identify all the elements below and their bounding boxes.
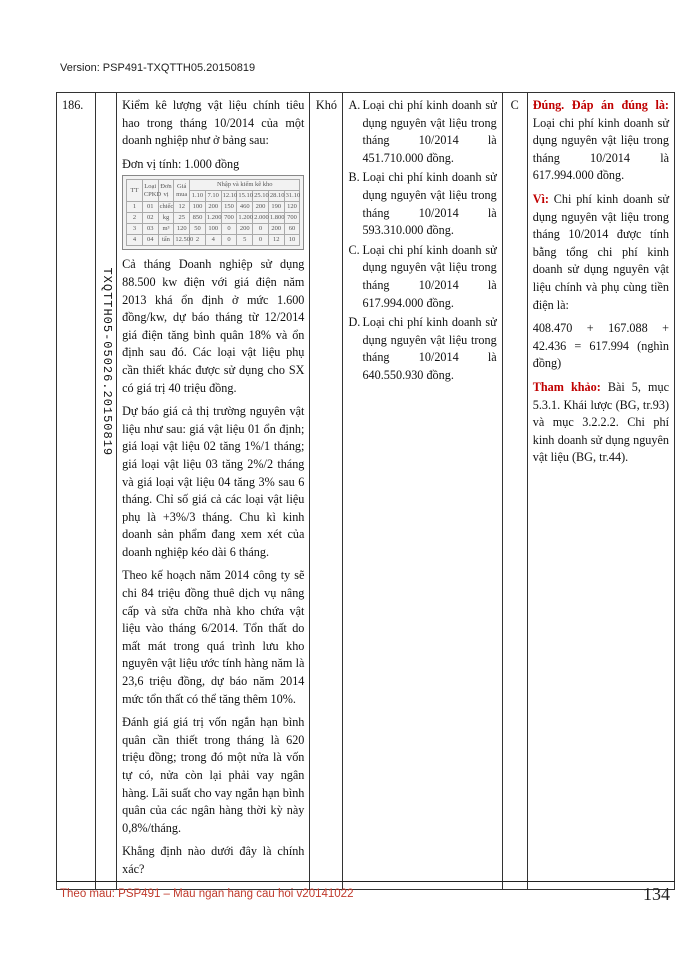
question-paragraph-2: Dự báo giá cả thị trường nguyên vật liệu như sau: giá vật liệu 01 ổn định; giá loại vật liệu 02 tăng 1%/1 tháng; giá loại vật liệu 03 tăng 2%/2 tháng và giá loại vật liệu 04 tăng 3% sau 6 tháng. Chỉ số giá cả các loại vật liệu phụ là +3%/3 tháng. Chu kì kinh doanh sản phẩm đang xem xét của doanh nghiệp kéo dài 6 tháng.: [122, 404, 305, 559]
cell: 12: [174, 202, 190, 213]
inventory-table: [126, 179, 300, 246]
reason: [533, 191, 669, 314]
cell: 100: [190, 202, 206, 213]
question-code-cell: [96, 93, 117, 890]
option-letter: A.: [348, 98, 361, 112]
question-paragraph-1: Cả tháng Doanh nghiệp sử dụng 88.500 kw điện với giá điện năm 2013 khá ổn định ở mức 1.600 đồng/kw, dự báo tháng từ 12/2014 giá điện tăng bình quân 18% và ổn định sau đó. Các loại vật liệu phụ cần thiết khác được sử dụng cho SX có giá trị 40 triệu đồng.: [122, 257, 305, 395]
question-number: 186.: [57, 93, 96, 890]
correct-answer: [533, 97, 669, 185]
cell: 04: [142, 235, 158, 246]
cell: 60: [284, 224, 300, 235]
th-gia: Giá mua: [174, 180, 190, 202]
cell: 10: [284, 235, 300, 246]
cell: 120: [174, 224, 190, 235]
footer-divider: [56, 881, 675, 882]
cell: 2: [127, 213, 143, 224]
table-row: [127, 235, 300, 246]
version-header: Version: PSP491-TXQTTH05.20150819: [60, 62, 256, 74]
cell: 0: [221, 235, 237, 246]
cell: 0: [253, 224, 269, 235]
question-stem: Kiểm kê lượng vật liệu chính tiêu hao trong tháng 10/2014 của một doanh nghiệp như ở bảng sau:: [122, 98, 305, 148]
cell: 120: [284, 202, 300, 213]
unit-label: Đơn vị tính: 1.000 đồng: [122, 156, 240, 171]
cell: 50: [190, 224, 206, 235]
th-date: 25.10: [253, 191, 269, 202]
cell: 100: [205, 224, 221, 235]
cell: 01: [142, 202, 158, 213]
th-date: 12.10: [221, 191, 237, 202]
th-dvt: Đơn vị: [158, 180, 174, 202]
cell: 2.000: [253, 213, 269, 224]
option-a: [348, 97, 496, 167]
th-date: 31.10: [284, 191, 300, 202]
cell: 12.500: [174, 235, 190, 246]
explanation-cell: [527, 93, 674, 890]
cell: 0: [221, 224, 237, 235]
option-c: [348, 242, 496, 312]
inventory-table-image: [122, 175, 304, 250]
question-table: [56, 92, 675, 890]
question-paragraph-3: Theo kế hoạch năm 2014 công ty sẽ chi 84 triệu đồng thuê dịch vụ nâng cấp và sửa chữa nhà kho chứa vật liệu vào tháng 6/2014. Tổn thất do mất mát trong quá trình lưu kho nguyên vật liệu ước tính hàng năm là 23,6 triệu đồng, dự báo năm 2014 mức tổn thất có thể tăng thêm 10%.: [122, 568, 305, 706]
correct-text: Loại chi phí kinh doanh sử dụng nguyên vật liệu trong tháng 10/2014 là 617.994.000 đồng.: [532, 115, 669, 183]
option-letter: B.: [348, 170, 360, 185]
cell: 460: [237, 202, 253, 213]
cell: 200: [268, 224, 284, 235]
cell: 850: [190, 213, 206, 224]
cell: 03: [142, 224, 158, 235]
cell: 4: [205, 235, 221, 246]
cell: 1.800: [268, 213, 284, 224]
cell: 700: [284, 213, 300, 224]
option-text: Loại chi phí kinh doanh sử dụng nguyên vật liệu trong tháng 10/2014 là 640.550.930 đồng.: [362, 315, 497, 382]
option-text: Loại chi phí kinh doanh sử dụng nguyên vật liệu trong tháng 10/2014 là 451.710.000 đồng.: [362, 98, 497, 165]
difficulty-level: Khó: [310, 93, 343, 890]
th-date: 28.10: [268, 191, 284, 202]
question-prompt: Khẳng định nào dưới đây là chính xác?: [122, 844, 305, 876]
options-cell: [343, 93, 502, 890]
cell: 200: [253, 202, 269, 213]
th-group: Nhập và kiểm kê kho: [190, 180, 300, 191]
table-row: [127, 202, 300, 213]
cell: 5: [237, 235, 253, 246]
page-number: 134: [643, 884, 670, 904]
cell: chiếc: [158, 202, 174, 213]
correct-label: Đúng. Đáp án đúng là:: [532, 98, 669, 112]
option-letter: C.: [348, 242, 360, 257]
cell: m³: [158, 224, 174, 235]
cell: 700: [221, 213, 237, 224]
option-b: [348, 169, 496, 239]
cell: 1.200: [205, 213, 221, 224]
why-text: Chi phí kinh doanh sử dụng nguyên vật liệu trong tháng 10/2014 được tính bằng tổng chi phí kinh doanh sử dụng nguyên vật liệu chính và phụ cùng tiền điện là:: [532, 191, 670, 312]
option-text: Loại chi phí kinh doanh sử dụng nguyên vật liệu trong tháng 10/2014 là 593.310.000 đồng.: [362, 170, 497, 238]
cell: 4: [127, 235, 143, 246]
th-loai: Loại CPKD: [142, 180, 158, 202]
cell: 150: [221, 202, 237, 213]
cell: kg: [158, 213, 174, 224]
footer-text: Theo mau: PSP491 – Mau ngan hang cau hoi v20141022: [60, 888, 354, 900]
th-tt: TT: [127, 180, 143, 202]
cell: 200: [205, 202, 221, 213]
cell: 12: [268, 235, 284, 246]
answer-letter: C: [502, 93, 527, 890]
cell: 02: [142, 213, 158, 224]
option-d: [348, 314, 496, 384]
cell: tấn: [158, 235, 174, 246]
option-text: Loại chi phí kinh doanh sử dụng nguyên vật liệu trong tháng 10/2014 là 617.994.000 đồng.: [362, 242, 497, 310]
question-content: [117, 93, 310, 890]
ref-text: Bài 5, mục 5.3.1. Khái lược (BG, tr.93) và mục 3.2.2.2. Chi phí kinh doanh sử dụng nguyên vật liệu (BG, tr.44).: [532, 379, 669, 465]
why-label: Vì:: [532, 191, 549, 206]
table-row: [127, 213, 300, 224]
table-row: [127, 224, 300, 235]
cell: 1.200: [237, 213, 253, 224]
question-paragraph-4: Đánh giá giá trị vốn ngắn hạn bình quân cần thiết trong tháng là 620 triệu đồng; trong đó một nửa là vốn tự có, nửa còn lại phải vay ngân hàng. Lãi suất cho vay ngắn hạn bình quân của các ngân hàng thời kỳ này 0,8%/tháng.: [122, 715, 305, 835]
cell: 1: [127, 202, 143, 213]
reference: [533, 379, 669, 467]
cell: 200: [237, 224, 253, 235]
question-code: TXQTTH05-05026.20150819: [99, 267, 114, 457]
cell: 2: [190, 235, 206, 246]
option-letter: D.: [348, 315, 361, 330]
cell: 25: [174, 213, 190, 224]
ref-label: Tham khảo:: [532, 379, 601, 394]
formula: 408.470 + 167.088 + 42.436 = 617.994 (nghìn đồng): [532, 321, 669, 371]
cell: 0: [253, 235, 269, 246]
th-date: 15.10: [237, 191, 253, 202]
cell: 190: [268, 202, 284, 213]
cell: 3: [127, 224, 143, 235]
question-row: [57, 93, 675, 890]
th-date: 1.10: [190, 191, 206, 202]
th-date: 7.10: [205, 191, 221, 202]
